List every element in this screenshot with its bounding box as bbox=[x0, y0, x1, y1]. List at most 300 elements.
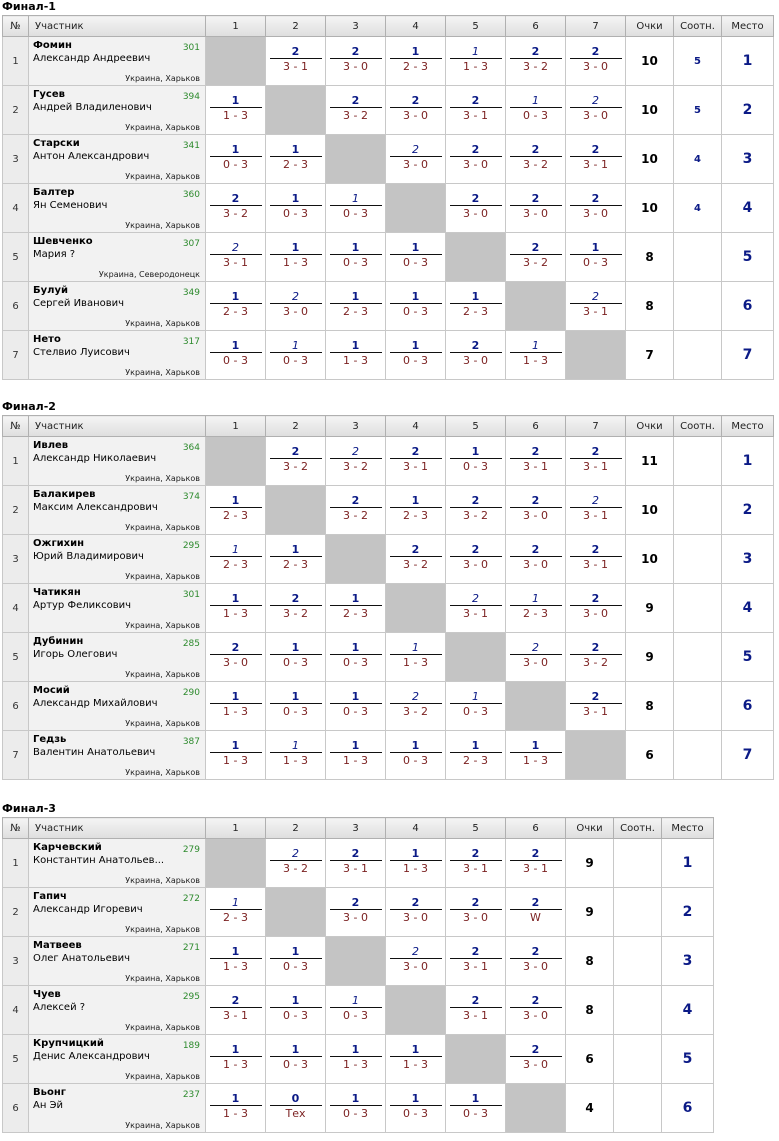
game-result-cell[interactable] bbox=[266, 1035, 326, 1084]
game-result-cell[interactable] bbox=[266, 584, 326, 633]
game-result bbox=[270, 847, 322, 877]
game-sets: 0 - 3 bbox=[283, 207, 308, 220]
game-result-cell[interactable] bbox=[206, 1035, 266, 1084]
player-number: 6 bbox=[3, 1084, 29, 1133]
player-place: 7 bbox=[722, 331, 774, 380]
player-cell bbox=[29, 282, 206, 331]
game-score: 1 bbox=[390, 641, 442, 655]
game-result-cell[interactable] bbox=[506, 184, 566, 233]
game-result bbox=[450, 945, 502, 975]
game-result-cell[interactable] bbox=[506, 486, 566, 535]
header-opponent-col: 4 bbox=[386, 416, 446, 437]
game-sets: 1 - 3 bbox=[283, 256, 308, 269]
header-opponent-col: 2 bbox=[266, 416, 326, 437]
game-result-cell[interactable] bbox=[566, 233, 626, 282]
player-number: 4 bbox=[3, 584, 29, 633]
game-result-cell[interactable] bbox=[446, 986, 506, 1035]
game-result-cell[interactable] bbox=[386, 535, 446, 584]
game-result bbox=[330, 994, 382, 1024]
game-sets: 0 - 3 bbox=[283, 705, 308, 718]
game-result bbox=[450, 592, 502, 622]
game-result-cell[interactable] bbox=[446, 331, 506, 380]
game-result-cell[interactable] bbox=[266, 731, 326, 780]
game-result-cell[interactable] bbox=[386, 888, 446, 937]
game-result-cell[interactable] bbox=[266, 282, 326, 331]
game-result-cell[interactable] bbox=[446, 584, 506, 633]
game-result-cell[interactable] bbox=[326, 184, 386, 233]
player-info bbox=[29, 535, 205, 583]
game-result-cell[interactable] bbox=[566, 633, 626, 682]
game-result-cell[interactable] bbox=[506, 633, 566, 682]
player-points: 9 bbox=[626, 584, 674, 633]
game-result-cell[interactable] bbox=[386, 233, 446, 282]
game-result-cell[interactable] bbox=[326, 731, 386, 780]
game-result-cell[interactable] bbox=[566, 682, 626, 731]
player-name[interactable]: Нето bbox=[33, 334, 61, 345]
game-result bbox=[570, 690, 622, 720]
game-result-cell[interactable] bbox=[326, 682, 386, 731]
player-name[interactable]: Булуй bbox=[33, 285, 68, 296]
player-name[interactable]: Гусев bbox=[33, 89, 65, 100]
game-sets: 0 - 3 bbox=[223, 158, 248, 171]
game-result bbox=[450, 690, 502, 720]
game-result-cell[interactable] bbox=[386, 86, 446, 135]
player-fullname: Стелвио Луисович bbox=[33, 347, 130, 358]
player-location: Украина, Северодонецк bbox=[98, 270, 200, 279]
header-opponent-col: 7 bbox=[566, 16, 626, 37]
player-rating: 271 bbox=[182, 943, 200, 953]
game-result-cell[interactable] bbox=[206, 1084, 266, 1133]
game-result-cell[interactable] bbox=[566, 282, 626, 331]
player-cell bbox=[29, 86, 206, 135]
game-result-cell[interactable] bbox=[206, 184, 266, 233]
game-sets: 1 - 3 bbox=[523, 354, 548, 367]
game-result-cell[interactable] bbox=[386, 486, 446, 535]
header-opponent-col: 6 bbox=[506, 16, 566, 37]
game-result-cell[interactable] bbox=[386, 1084, 446, 1133]
player-place: 2 bbox=[722, 486, 774, 535]
game-result-cell[interactable] bbox=[266, 839, 326, 888]
game-sets: 3 - 1 bbox=[463, 862, 488, 875]
game-result-cell[interactable] bbox=[446, 282, 506, 331]
game-result-cell[interactable] bbox=[506, 86, 566, 135]
game-result-cell[interactable] bbox=[506, 888, 566, 937]
game-sets: 2 - 3 bbox=[403, 60, 428, 73]
player-rating: 301 bbox=[182, 43, 200, 53]
game-result-cell[interactable] bbox=[206, 888, 266, 937]
game-result bbox=[330, 494, 382, 524]
game-result bbox=[390, 847, 442, 877]
game-result-cell[interactable] bbox=[266, 135, 326, 184]
game-result-cell[interactable] bbox=[446, 888, 506, 937]
game-result-cell[interactable] bbox=[266, 437, 326, 486]
game-result bbox=[390, 241, 442, 271]
game-result-cell[interactable] bbox=[206, 86, 266, 135]
game-sets: 3 - 2 bbox=[343, 509, 368, 522]
game-result-cell[interactable] bbox=[506, 37, 566, 86]
header-place: Место bbox=[722, 16, 774, 37]
player-name[interactable]: Балакирев bbox=[33, 489, 96, 500]
player-place: 2 bbox=[722, 86, 774, 135]
standings-table bbox=[2, 15, 774, 380]
game-sets: 2 - 3 bbox=[403, 509, 428, 522]
game-sets: 3 - 2 bbox=[463, 509, 488, 522]
game-result-cell[interactable] bbox=[326, 839, 386, 888]
game-score: 2 bbox=[450, 592, 502, 606]
game-score: 2 bbox=[390, 143, 442, 157]
game-sets: 3 - 0 bbox=[343, 911, 368, 924]
game-result-cell[interactable] bbox=[446, 1084, 506, 1133]
game-result-cell[interactable] bbox=[386, 437, 446, 486]
game-result-cell[interactable] bbox=[506, 437, 566, 486]
game-result-cell[interactable] bbox=[446, 937, 506, 986]
player-name[interactable]: Матвеев bbox=[33, 940, 82, 951]
game-result-cell[interactable] bbox=[506, 937, 566, 986]
game-result-cell[interactable] bbox=[566, 37, 626, 86]
game-result-cell[interactable] bbox=[266, 331, 326, 380]
game-sets: 1 - 3 bbox=[463, 60, 488, 73]
header-place: Место bbox=[662, 818, 714, 839]
player-cell bbox=[29, 135, 206, 184]
game-result-cell[interactable] bbox=[266, 1084, 326, 1133]
game-result bbox=[270, 241, 322, 271]
game-result bbox=[570, 143, 622, 173]
game-sets: 3 - 0 bbox=[463, 207, 488, 220]
game-result bbox=[270, 192, 322, 222]
game-result bbox=[510, 896, 562, 926]
game-result-cell[interactable] bbox=[206, 633, 266, 682]
game-result-cell[interactable] bbox=[446, 437, 506, 486]
player-name[interactable]: Гедзь bbox=[33, 734, 67, 745]
header-num: № bbox=[3, 416, 29, 437]
game-result-cell[interactable] bbox=[326, 37, 386, 86]
player-name[interactable]: Шевченко bbox=[33, 236, 93, 247]
game-result bbox=[450, 1092, 502, 1122]
game-score: 2 bbox=[450, 94, 502, 108]
player-rating: 374 bbox=[182, 492, 200, 502]
game-score: 1 bbox=[270, 994, 322, 1008]
game-sets: 3 - 0 bbox=[283, 305, 308, 318]
game-result-cell[interactable] bbox=[266, 937, 326, 986]
game-result-cell[interactable] bbox=[446, 486, 506, 535]
player-name[interactable]: Гапич bbox=[33, 891, 67, 902]
game-result-cell[interactable] bbox=[326, 233, 386, 282]
game-sets: 1 - 3 bbox=[223, 705, 248, 718]
game-result-cell[interactable] bbox=[566, 486, 626, 535]
game-result-cell[interactable] bbox=[506, 233, 566, 282]
game-score: 2 bbox=[570, 290, 622, 304]
game-sets: 0 - 3 bbox=[523, 109, 548, 122]
player-name[interactable]: Чатикян bbox=[33, 587, 81, 598]
game-score: 2 bbox=[390, 945, 442, 959]
game-result-cell[interactable] bbox=[206, 986, 266, 1035]
player-ratio bbox=[674, 633, 722, 682]
game-result bbox=[570, 445, 622, 475]
game-score: 1 bbox=[330, 739, 382, 753]
player-cell bbox=[29, 331, 206, 380]
game-result-cell[interactable] bbox=[206, 331, 266, 380]
player-place: 7 bbox=[722, 731, 774, 780]
game-result bbox=[210, 290, 262, 320]
game-result-cell[interactable] bbox=[566, 584, 626, 633]
game-result-cell[interactable] bbox=[566, 135, 626, 184]
player-rating: 349 bbox=[182, 288, 200, 298]
game-result-cell[interactable] bbox=[506, 839, 566, 888]
game-result-cell[interactable] bbox=[326, 1035, 386, 1084]
game-score: 1 bbox=[330, 690, 382, 704]
game-result-cell[interactable] bbox=[326, 633, 386, 682]
header-opponent-col: 4 bbox=[386, 16, 446, 37]
player-name[interactable]: Мосий bbox=[33, 685, 70, 696]
game-score: 1 bbox=[210, 690, 262, 704]
game-result bbox=[510, 994, 562, 1024]
game-result-cell[interactable] bbox=[326, 584, 386, 633]
game-result-cell[interactable] bbox=[386, 937, 446, 986]
game-result-cell[interactable] bbox=[446, 37, 506, 86]
player-number: 6 bbox=[3, 282, 29, 331]
game-result-cell[interactable] bbox=[206, 535, 266, 584]
game-result-cell[interactable] bbox=[506, 331, 566, 380]
game-result-cell[interactable] bbox=[386, 282, 446, 331]
player-rating: 307 bbox=[182, 239, 200, 249]
game-score: 2 bbox=[390, 896, 442, 910]
game-result bbox=[210, 641, 262, 671]
game-sets: 2 - 3 bbox=[463, 305, 488, 318]
self-cell bbox=[566, 731, 626, 780]
player-cell bbox=[29, 839, 206, 888]
game-score: 1 bbox=[330, 592, 382, 606]
game-score: 2 bbox=[510, 543, 562, 557]
game-result-cell[interactable] bbox=[326, 486, 386, 535]
game-sets: 0 - 3 bbox=[463, 1107, 488, 1120]
player-number: 1 bbox=[3, 37, 29, 86]
player-number: 7 bbox=[3, 731, 29, 780]
game-score: 1 bbox=[270, 739, 322, 753]
game-sets: 3 - 0 bbox=[523, 960, 548, 973]
game-sets: 3 - 0 bbox=[403, 158, 428, 171]
player-name[interactable]: Фомин bbox=[33, 40, 72, 51]
game-score: 2 bbox=[570, 690, 622, 704]
game-result-cell[interactable] bbox=[266, 682, 326, 731]
player-place: 2 bbox=[662, 888, 714, 937]
game-result-cell[interactable] bbox=[386, 682, 446, 731]
game-result-cell[interactable] bbox=[266, 37, 326, 86]
game-result-cell[interactable] bbox=[266, 535, 326, 584]
game-score: 1 bbox=[270, 241, 322, 255]
game-result-cell[interactable] bbox=[386, 731, 446, 780]
player-ratio bbox=[614, 1084, 662, 1133]
game-result bbox=[570, 192, 622, 222]
game-sets: 0 - 3 bbox=[283, 354, 308, 367]
game-result-cell[interactable] bbox=[266, 184, 326, 233]
game-score: 2 bbox=[510, 494, 562, 508]
game-result-cell[interactable] bbox=[206, 584, 266, 633]
game-result bbox=[510, 1043, 562, 1073]
game-result-cell[interactable] bbox=[566, 184, 626, 233]
game-result bbox=[330, 1092, 382, 1122]
player-row bbox=[3, 282, 774, 331]
game-score: 2 bbox=[570, 94, 622, 108]
player-rating: 189 bbox=[182, 1041, 200, 1051]
player-rating: 360 bbox=[182, 190, 200, 200]
game-result-cell[interactable] bbox=[386, 1035, 446, 1084]
game-result-cell[interactable] bbox=[266, 633, 326, 682]
game-result-cell[interactable] bbox=[206, 937, 266, 986]
game-sets: 3 - 1 bbox=[463, 109, 488, 122]
player-cell bbox=[29, 535, 206, 584]
game-result-cell[interactable] bbox=[326, 331, 386, 380]
game-result-cell[interactable] bbox=[326, 1084, 386, 1133]
game-result-cell[interactable] bbox=[326, 888, 386, 937]
game-result bbox=[330, 45, 382, 75]
player-number: 1 bbox=[3, 437, 29, 486]
player-place: 3 bbox=[662, 937, 714, 986]
game-result-cell[interactable] bbox=[206, 135, 266, 184]
game-sets: 3 - 0 bbox=[463, 158, 488, 171]
game-sets: Тех bbox=[285, 1107, 306, 1120]
self-cell bbox=[506, 282, 566, 331]
player-number: 3 bbox=[3, 937, 29, 986]
player-rating: 272 bbox=[182, 894, 200, 904]
game-result bbox=[210, 739, 262, 769]
self-cell bbox=[326, 937, 386, 986]
player-name[interactable]: Чуев bbox=[33, 989, 61, 1000]
player-name[interactable]: Ивлев bbox=[33, 440, 69, 451]
game-score: 2 bbox=[330, 94, 382, 108]
game-score: 1 bbox=[210, 945, 262, 959]
game-result-cell[interactable] bbox=[506, 1035, 566, 1084]
player-place: 1 bbox=[662, 839, 714, 888]
game-result-cell[interactable] bbox=[206, 282, 266, 331]
player-row bbox=[3, 1084, 714, 1133]
game-result-cell[interactable] bbox=[386, 37, 446, 86]
game-result bbox=[390, 1092, 442, 1122]
player-cell bbox=[29, 937, 206, 986]
game-result bbox=[330, 445, 382, 475]
player-name[interactable]: Балтер bbox=[33, 187, 75, 198]
game-result-cell[interactable] bbox=[326, 437, 386, 486]
game-result-cell[interactable] bbox=[386, 331, 446, 380]
game-sets: 0 - 3 bbox=[343, 705, 368, 718]
game-result-cell[interactable] bbox=[386, 135, 446, 184]
game-result-cell[interactable] bbox=[206, 682, 266, 731]
game-score: 2 bbox=[510, 192, 562, 206]
game-score: 1 bbox=[390, 45, 442, 59]
self-cell bbox=[446, 233, 506, 282]
player-info bbox=[29, 888, 205, 936]
game-result-cell[interactable] bbox=[206, 233, 266, 282]
player-name[interactable]: Ожгихин bbox=[33, 538, 85, 549]
player-name[interactable]: Карчевский bbox=[33, 842, 102, 853]
game-score: 1 bbox=[330, 339, 382, 353]
game-result-cell[interactable] bbox=[266, 233, 326, 282]
game-result-cell[interactable] bbox=[506, 584, 566, 633]
game-result bbox=[510, 143, 562, 173]
game-result-cell[interactable] bbox=[206, 731, 266, 780]
player-points: 10 bbox=[626, 535, 674, 584]
game-result bbox=[570, 290, 622, 320]
player-points: 8 bbox=[626, 682, 674, 731]
player-row bbox=[3, 731, 774, 780]
game-result bbox=[510, 339, 562, 369]
game-result-cell[interactable] bbox=[206, 486, 266, 535]
player-number: 2 bbox=[3, 486, 29, 535]
game-result-cell[interactable] bbox=[446, 86, 506, 135]
game-result-cell[interactable] bbox=[326, 282, 386, 331]
game-sets: W bbox=[530, 911, 541, 924]
header-opponent-col: 1 bbox=[206, 818, 266, 839]
game-score: 2 bbox=[510, 847, 562, 861]
self-cell bbox=[266, 888, 326, 937]
game-result-cell[interactable] bbox=[326, 986, 386, 1035]
game-sets: 1 - 3 bbox=[523, 754, 548, 767]
game-sets: 3 - 2 bbox=[283, 607, 308, 620]
self-cell bbox=[506, 682, 566, 731]
header-ratio: Соотн. bbox=[674, 416, 722, 437]
game-result-cell[interactable] bbox=[506, 731, 566, 780]
player-rating: 301 bbox=[182, 590, 200, 600]
game-result bbox=[270, 1043, 322, 1073]
game-sets: 2 - 3 bbox=[463, 754, 488, 767]
player-info bbox=[29, 839, 205, 887]
player-points: 9 bbox=[566, 888, 614, 937]
game-score: 2 bbox=[330, 847, 382, 861]
game-score: 2 bbox=[450, 896, 502, 910]
player-cell bbox=[29, 437, 206, 486]
game-sets: 0 - 3 bbox=[343, 256, 368, 269]
game-result-cell[interactable] bbox=[566, 86, 626, 135]
game-score: 2 bbox=[270, 45, 322, 59]
game-score: 1 bbox=[270, 945, 322, 959]
game-result-cell[interactable] bbox=[266, 986, 326, 1035]
game-result-cell[interactable] bbox=[566, 437, 626, 486]
game-result-cell[interactable] bbox=[446, 184, 506, 233]
game-score: 2 bbox=[390, 543, 442, 557]
player-fullname: Денис Александрович bbox=[33, 1051, 150, 1062]
game-result bbox=[450, 339, 502, 369]
player-name[interactable]: Крупчицкий bbox=[33, 1038, 104, 1049]
player-place: 4 bbox=[722, 584, 774, 633]
game-sets: 3 - 1 bbox=[583, 705, 608, 718]
game-score: 2 bbox=[390, 94, 442, 108]
game-result-cell[interactable] bbox=[446, 135, 506, 184]
player-name[interactable]: Дубинин bbox=[33, 636, 84, 647]
game-result-cell[interactable] bbox=[326, 86, 386, 135]
game-sets: 1 - 3 bbox=[343, 1058, 368, 1071]
player-name[interactable]: Старски bbox=[33, 138, 80, 149]
game-result-cell[interactable] bbox=[446, 839, 506, 888]
game-result-cell[interactable] bbox=[446, 682, 506, 731]
game-result-cell[interactable] bbox=[446, 731, 506, 780]
game-result-cell[interactable] bbox=[386, 633, 446, 682]
game-result-cell[interactable] bbox=[506, 986, 566, 1035]
player-row bbox=[3, 233, 774, 282]
game-sets: 0 - 3 bbox=[283, 656, 308, 669]
game-result-cell[interactable] bbox=[446, 535, 506, 584]
header-ratio: Соотн. bbox=[614, 818, 662, 839]
game-result-cell[interactable] bbox=[386, 839, 446, 888]
header-opponent-col: 2 bbox=[266, 16, 326, 37]
game-result-cell[interactable] bbox=[506, 135, 566, 184]
header-place: Место bbox=[722, 416, 774, 437]
game-score: 2 bbox=[390, 690, 442, 704]
player-rating: 341 bbox=[182, 141, 200, 151]
game-result-cell[interactable] bbox=[566, 535, 626, 584]
game-sets: 1 - 3 bbox=[403, 1058, 428, 1071]
game-result-cell[interactable] bbox=[506, 535, 566, 584]
player-name[interactable]: Вьонг bbox=[33, 1087, 66, 1098]
player-info bbox=[29, 682, 205, 730]
